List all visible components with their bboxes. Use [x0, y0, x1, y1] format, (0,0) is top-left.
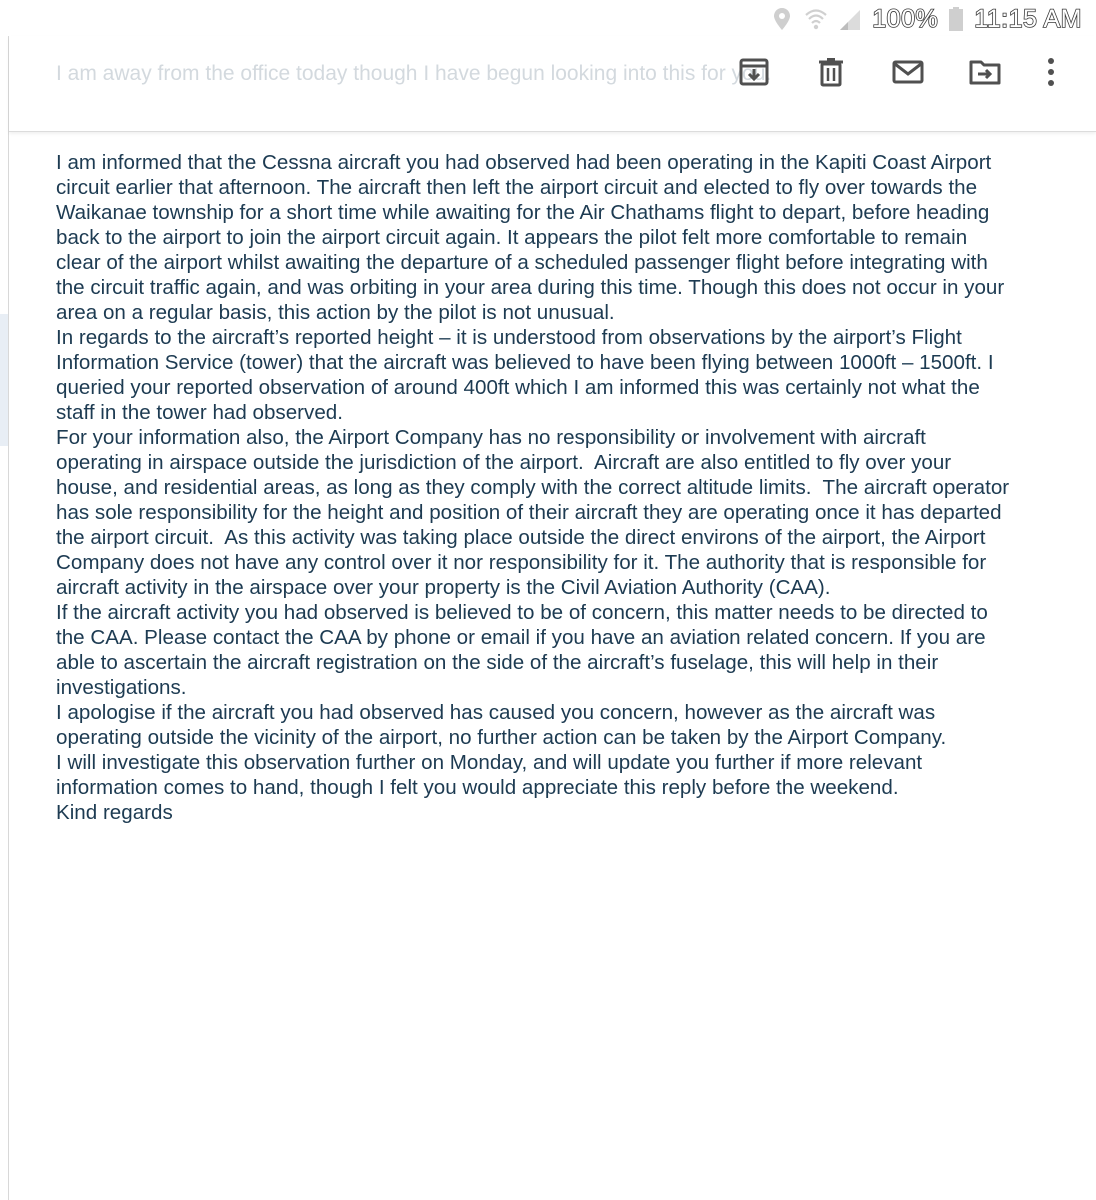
message-line: investigations.: [56, 676, 187, 699]
message-paragraph: [56, 325, 1056, 425]
message-paragraph: [56, 700, 1056, 750]
move-to-icon: [968, 55, 1002, 89]
status-indicators: [770, 2, 1082, 36]
more-options-button[interactable]: [1029, 50, 1073, 94]
mark-unread-button[interactable]: [886, 50, 930, 94]
message-line: aircraft activity in the airspace over your property is the Civil Aviation Authority (CAA).: [56, 576, 831, 599]
message-line: I apologise if the aircraft you had observed has caused you concern, however as the aircraft was: [56, 701, 936, 724]
message-line: operating in airspace outside the jurisdiction of the airport. Aircraft are also entitled to fly over your: [56, 451, 952, 474]
message-line: queried your reported observation of around 400ft which I am informed this was certainly not what the: [56, 376, 980, 399]
status-bar: [0, 0, 1096, 36]
clock: 11:15 AM: [974, 4, 1082, 33]
wifi-icon: [804, 6, 828, 32]
message-line: house, and residential areas, as long as they comply with the correct altitude limits. The aircraft operator: [56, 476, 1010, 499]
message-line: the CAA. Please contact the CAA by phone or email if you have an aviation related concern. If you are: [56, 626, 986, 649]
message-line: Waikanae township for a short time while awaiting for the Air Chathams flight to depart, before heading: [56, 201, 990, 224]
signal-icon: [838, 6, 862, 32]
message-line: Company does not have any control over it nor responsibility for it. The authority that is responsible for: [56, 551, 987, 574]
message-line: area on a regular basis, this action by the pilot is not unusual.: [56, 301, 615, 324]
message-line: has sole responsibility for the height and position of their aircraft they are operating once it has departed: [56, 501, 1002, 524]
message-paragraph: [56, 750, 1056, 800]
archive-icon: [737, 55, 771, 89]
message-line: If the aircraft activity you had observed is believed to be of concern, this matter needs to be directed to: [56, 601, 988, 624]
move-to-button[interactable]: [963, 50, 1007, 94]
message-line: back to the airport to join the airport circuit again. It appears the pilot felt more comfortable to remain: [56, 226, 968, 249]
message-line: I will investigate this observation further on Monday, and will update you further if more relevant: [56, 751, 923, 774]
message-line: staff in the tower had observed.: [56, 401, 343, 424]
delete-icon: [814, 55, 848, 89]
message-line: circuit earlier that afternoon. The aircraft then left the airport circuit and elected to fly over towards the: [56, 176, 978, 199]
email-toolbar: [9, 36, 1096, 132]
message-snippet: I am away from the office today though I have begun looking into this for you.: [56, 62, 772, 85]
side-panel-handle[interactable]: [0, 314, 8, 446]
message-line: able to ascertain the aircraft registration on the side of the aircraft’s fuselage, this will help in their: [56, 651, 939, 674]
message-line: For your information also, the Airport Company has no responsibility or involvement with aircraft: [56, 426, 926, 449]
message-paragraph: [56, 600, 1056, 700]
message-line: operating outside the vicinity of the airport, no further action can be taken by the Airport Company.: [56, 726, 947, 749]
delete-button[interactable]: [809, 50, 853, 94]
more-options-icon: [1034, 55, 1068, 89]
message-line: the circuit traffic again, and was orbiting in your area during this time. Though this does not occur in your: [56, 276, 1005, 299]
message-line: information comes to hand, though I felt you would appreciate this reply before the weekend.: [56, 776, 899, 799]
left-divider: [8, 36, 9, 1200]
battery-percent: 100%: [872, 4, 939, 33]
battery-icon: [948, 6, 964, 32]
message-line: Kind regards: [56, 801, 173, 824]
archive-button[interactable]: [732, 50, 776, 94]
message-line: the airport circuit. As this activity was taking place outside the direct environs of the airport, the Airport: [56, 526, 986, 549]
message-line: In regards to the aircraft’s reported height – it is understood from observations by the airport’s Flight: [56, 326, 962, 349]
message-body: [56, 150, 1056, 825]
message-paragraph: [56, 800, 1056, 825]
location-icon: [770, 6, 794, 32]
message-line: clear of the airport whilst awaiting the departure of a scheduled passenger flight before integrating with: [56, 251, 988, 274]
message-paragraph: [56, 425, 1056, 600]
mark-unread-icon: [891, 55, 925, 89]
message-line: Information Service (tower) that the aircraft was believed to have been flying between 1000ft – 1500ft. I: [56, 351, 994, 374]
message-paragraph: [56, 150, 1056, 325]
message-line: I am informed that the Cessna aircraft you had observed had been operating in the Kapiti Coast Airport: [56, 151, 992, 174]
